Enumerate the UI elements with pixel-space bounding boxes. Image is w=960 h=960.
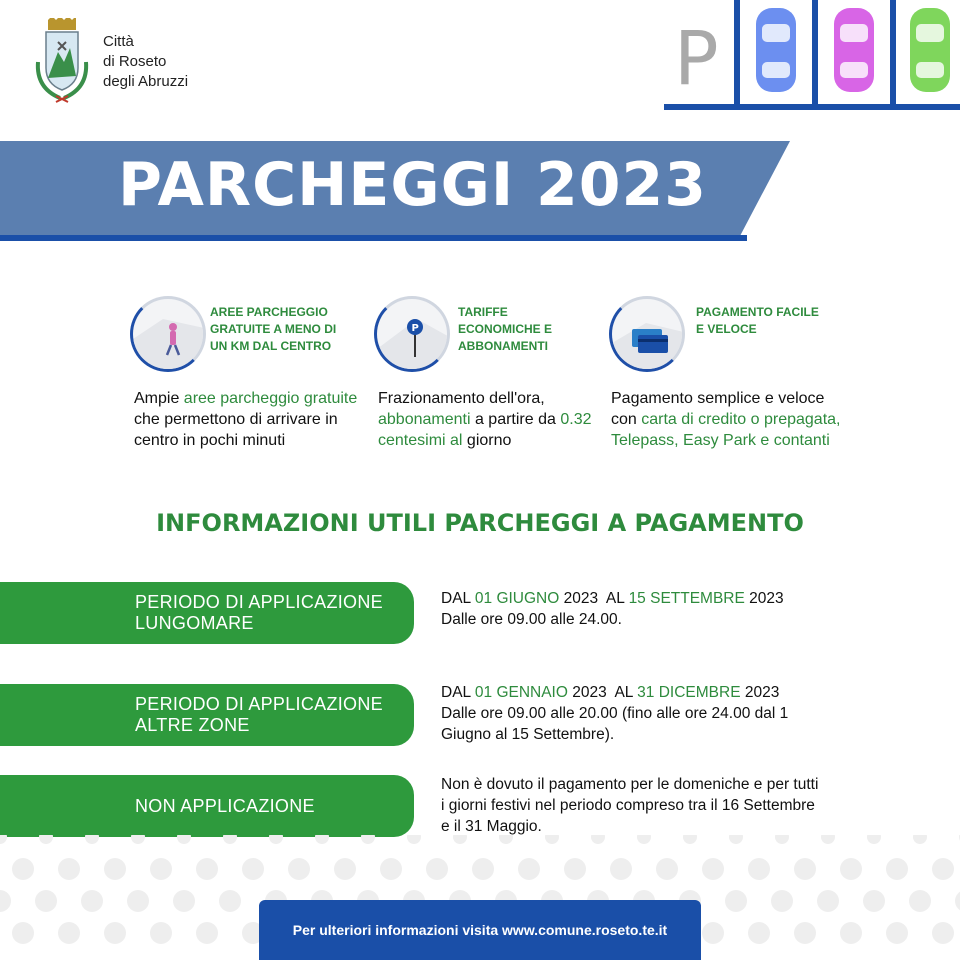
decorative-dot — [58, 922, 80, 944]
section-title: INFORMAZIONI UTILI PARCHEGGI A PAGAMENTO — [156, 509, 804, 537]
decorative-dot — [794, 858, 816, 880]
page-title: PARCHEGGI 2023 — [118, 150, 708, 220]
decorative-dot — [909, 890, 931, 912]
decorative-dot — [219, 890, 241, 912]
decorative-dot — [0, 835, 7, 844]
feature-description: Pagamento semplice e veloce con carta di credito o prepagata, Telepass, Easy Park e contanti — [611, 390, 841, 449]
decorative-dot — [453, 835, 467, 844]
decorative-dot — [104, 858, 126, 880]
decorative-dot — [637, 835, 651, 844]
decorative-dot — [817, 890, 839, 912]
decorative-dot — [315, 835, 329, 844]
car-magenta-icon — [834, 8, 874, 92]
decorative-dot — [334, 858, 356, 880]
non-applicazione-label: NON APPLICAZIONE — [0, 775, 414, 837]
decorative-dot — [683, 835, 697, 844]
period-text-altre-zone: DAL 01 GENNAIO 2023 AL 31 DICEMBRE 2023 Dalle ore 09.00 alle 20.00 (fino alle ore 24.00 dal 1 Giugno al 15 Settembre). — [441, 684, 789, 743]
credit-card-icon — [609, 296, 685, 372]
decorative-dot — [545, 835, 559, 844]
feature-title: TARIFFE ECONOMICHE E ABBONAMENTI — [458, 305, 553, 353]
decorative-dot — [729, 835, 743, 844]
decorative-dot — [886, 922, 908, 944]
period-text-lungomare: DAL 01 GIUGNO 2023 AL 15 SETTEMBRE 2023 Dalle ore 09.00 alle 24.00. — [441, 590, 784, 628]
decorative-dot — [472, 858, 494, 880]
decorative-dot — [840, 922, 862, 944]
decorative-dot — [702, 858, 724, 880]
decorative-dot — [269, 835, 283, 844]
decorative-dot — [150, 922, 172, 944]
decorative-dot — [12, 922, 34, 944]
decorative-dot — [591, 835, 605, 844]
decorative-dot — [150, 858, 172, 880]
city-line-2: di Roseto — [103, 53, 167, 70]
car-green-icon — [910, 8, 950, 92]
decorative-dot — [867, 835, 881, 844]
decorative-dot — [85, 835, 99, 844]
decorative-dot — [863, 890, 885, 912]
decorative-dot — [932, 922, 954, 944]
decorative-dot — [794, 922, 816, 944]
svg-text:P: P — [411, 323, 419, 334]
decorative-dot — [131, 835, 145, 844]
decorative-dot — [361, 835, 375, 844]
decorative-dot — [775, 835, 789, 844]
parking-sign-icon — [374, 296, 450, 372]
decorative-dot — [242, 858, 264, 880]
period-label-altre-zone: PERIODO DI APPLICAZIONE ALTRE ZONE — [0, 684, 414, 746]
city-name — [103, 32, 188, 92]
decorative-dot — [725, 890, 747, 912]
decorative-dot — [932, 858, 954, 880]
decorative-dot — [564, 858, 586, 880]
decorative-dot — [518, 858, 540, 880]
decorative-dot — [771, 890, 793, 912]
decorative-dot — [12, 858, 34, 880]
decorative-dot — [104, 922, 126, 944]
decorative-dot — [886, 858, 908, 880]
decorative-dot — [955, 890, 960, 912]
decorative-dot — [821, 835, 835, 844]
decorative-dot — [499, 835, 513, 844]
walking-person-map-icon — [130, 296, 206, 372]
decorative-dot — [656, 858, 678, 880]
city-crest-icon — [32, 18, 92, 106]
decorative-dot — [840, 858, 862, 880]
parking-letter: P — [674, 16, 719, 102]
feature-title: AREE PARCHEGGIO GRATUITE A MENO DI UN KM DAL CENTRO — [210, 305, 337, 353]
decorative-dot — [58, 858, 80, 880]
feature-description: Ampie aree parcheggio gratuite che permettono di arrivare in centro in pochi minuti — [134, 390, 358, 449]
decorative-dot — [177, 835, 191, 844]
decorative-dot — [196, 922, 218, 944]
non-applicazione-text: Non è dovuto il pagamento per le domeniche e per tutti i giorni festivi nel periodo compreso tra il 16 Settembre e il 31 Maggio. — [441, 776, 819, 835]
city-line-1: Città — [103, 33, 134, 50]
decorative-dot — [610, 858, 632, 880]
decorative-dot — [748, 858, 770, 880]
decorative-dot — [81, 890, 103, 912]
decorative-dot — [127, 890, 149, 912]
decorative-dot — [173, 890, 195, 912]
feature-title: PAGAMENTO FACILE E VELOCE — [696, 305, 819, 336]
decorative-dot — [380, 858, 402, 880]
decorative-dot — [0, 890, 11, 912]
decorative-dot — [702, 922, 724, 944]
decorative-dot — [407, 835, 421, 844]
decorative-dot — [913, 835, 927, 844]
decorative-dot — [748, 922, 770, 944]
decorative-dot — [39, 835, 53, 844]
decorative-dot — [196, 858, 218, 880]
decorative-dot — [288, 858, 310, 880]
decorative-dot — [35, 890, 57, 912]
decorative-dot — [223, 835, 237, 844]
city-line-3: degli Abruzzi — [103, 73, 189, 90]
decorative-dot — [426, 858, 448, 880]
footer-info-link[interactable]: Per ulteriori informazioni visita www.comune.roseto.te.it — [259, 900, 701, 960]
car-blue-icon — [756, 8, 796, 92]
period-label-lungomare: PERIODO DI APPLICAZIONE LUNGOMARE — [0, 582, 414, 644]
feature-description: Frazionamento dell'ora, abbonamenti a partire da 0.32 centesimi al giorno — [378, 390, 592, 449]
parking-cars-illustration — [664, 0, 960, 112]
